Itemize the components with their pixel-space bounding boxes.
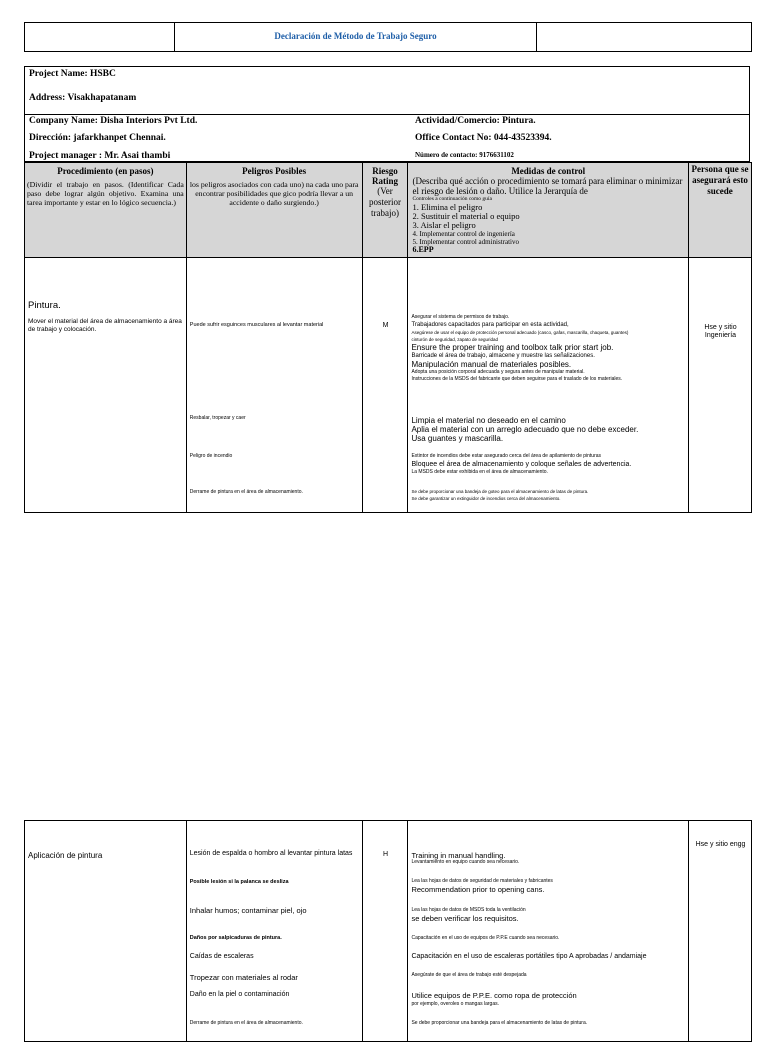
peligros-title: Peligros Posibles <box>242 166 307 176</box>
control-item: Limpia el material no deseado en el camino <box>411 416 566 425</box>
peligros-desc: los peligros asociados con cada uno) na cada uno para encontrar posibilidades que gico podría llevar a un accidente o daño surgiendo.) <box>189 180 359 207</box>
procedure-title: Pintura. <box>28 300 61 311</box>
control-item: se deben verificar los requisitos. <box>411 914 519 923</box>
hazard-item: Peligro de incendio <box>189 453 233 459</box>
control-item: Ensure the proper training and toolbox talk prior start job. <box>411 343 614 352</box>
control-item: Recommendation prior to opening cans. <box>411 885 545 894</box>
control-item: Se debe proporcionar una bandeja para el almacenamiento de latas de pintura. <box>411 1020 588 1026</box>
control-item: Levantamiento en equipo cuando sea necesario. <box>411 859 520 865</box>
risk-rating: H <box>382 851 389 858</box>
control-item: por ejemplo, overoles o mangas largas. <box>411 1001 499 1007</box>
control-item: Trabajadores capacitados para participar en esta actividad, <box>411 322 569 328</box>
header-peligros <box>186 163 362 258</box>
medidas-guide: Controles a continuación como guía <box>412 196 492 202</box>
control-item: Utilice equipos de P.P.E. como ropa de protección <box>411 991 577 1000</box>
office-contact: Office Contact No: 044-43523394. <box>415 133 552 143</box>
risk-rating: M <box>382 322 389 329</box>
document-header <box>24 22 752 52</box>
table-row <box>25 821 752 1042</box>
header-divider <box>536 23 537 51</box>
procedure-cell <box>25 258 187 513</box>
hazard-item: Resbalar, tropezar y caer <box>189 415 246 421</box>
hazard-item: Daño en la piel o contaminación <box>189 991 290 998</box>
header-procedimiento <box>25 163 187 258</box>
controls-group-c <box>411 453 686 476</box>
medidas-item: 6.EPP <box>412 245 434 254</box>
header-medidas <box>408 163 689 258</box>
persona-cell <box>689 821 752 1042</box>
hazard-item: Derrame de pintura en el área de almacenamiento. <box>189 489 303 495</box>
control-item: Usa guantes y mascarilla. <box>411 434 504 443</box>
control-item: Lea las hojas de datos de MSDS toda la ventilación <box>411 907 526 913</box>
project-manager: Project manager : Mr. Asai thambi <box>29 151 171 161</box>
control-item: Se debe garantizar un extinguidor de incendios cerca del almacenamiento. <box>411 496 561 501</box>
controls-group-b <box>411 416 686 443</box>
control-item: Capacitación en el uso de equipos de P.P.E cuando sea necesario. <box>411 935 560 941</box>
hazard-item: Inhalar humos; contaminar piel, ojo <box>189 906 307 915</box>
control-item: La MSDS debe estar exhibida en el área de almacenamiento. <box>411 469 548 475</box>
control-item: Lea las hojas de datos de seguridad de materiales y fabricantes <box>411 878 553 884</box>
hazards-cell <box>186 821 362 1042</box>
hazard-item: Derrame de pintura en el área de almacenamiento. <box>189 1020 303 1026</box>
header-riesgo <box>362 163 408 258</box>
control-item: Capacitación en el uso de escaleras portátiles tipo A aprobadas / andamiaje <box>411 953 647 960</box>
controls-group-d <box>411 488 686 502</box>
control-item: Aplia el material con un arreglo adecuado que no debe exceder. <box>411 425 639 434</box>
risk-cell <box>362 258 408 513</box>
controls-group-a <box>411 314 686 383</box>
hazard-item: Tropezar con materiales al rodar <box>189 973 298 982</box>
control-item: Training in manual handling. <box>411 851 506 860</box>
controls-cell <box>408 258 689 513</box>
control-item: Barricade el área de trabajo, almacene y muestre las señalizaciones. <box>411 353 595 359</box>
control-item: Se debe proporcionar una bandeja de goteo para el almacenamiento de latas de pintura. <box>411 489 589 494</box>
medidas-item: 3. Aislar el peligro <box>412 220 476 230</box>
header-persona <box>689 163 752 258</box>
riesgo-desc: (Ver posterior trabajo) <box>368 186 401 218</box>
medidas-desc: (Describa qué acción o procedimiento se tomará para eliminar o minimizar el riesgo de lesión o daño. Utilice la Jerarquía de <box>412 176 683 196</box>
persona-title: Persona que se asegurará esto sucede <box>691 164 749 196</box>
procedimiento-desc: (Dividir el trabajo en pasos. (Identificar Cada paso debe lograr algún objetivo. Examina una tarea importante y estar en lo lógico secuencia.) <box>27 180 184 207</box>
hazard-item: Posible lesión si la palanca se desliza <box>189 879 289 885</box>
medidas-item: 4. Implementar control de ingeniería <box>412 230 515 238</box>
actividad: Actividad/Comercio: Pintura. <box>415 116 536 126</box>
hazard-item: Puede sufrir esguinces musculares al levantar material <box>189 322 324 328</box>
controls-cell <box>408 821 689 1042</box>
medidas-item: 2. Sustituir el material o equipo <box>412 211 520 221</box>
hazard-item: Daños por salpicaduras de pintura. <box>189 935 282 941</box>
riesgo-title: Riesgo Rating <box>371 166 398 186</box>
hazard-item: Lesión de espalda o hombro al levantar pintura latas <box>189 850 353 857</box>
address: Address: Visakhapatanam <box>29 93 137 103</box>
safety-table-continued <box>24 820 752 1042</box>
persona-cell <box>689 258 752 513</box>
control-item: Instrucciones de la MSDS del fabricante que deben seguirse para el traslado de los materiales. <box>411 376 623 382</box>
persona-value: Hse y sitio engg <box>695 841 746 848</box>
medidas-item: 5. Implementar control administrativo <box>412 238 519 246</box>
direccion: Dirección: jafarkhanpet Chennai. <box>29 133 166 143</box>
control-item: Asegúrate de que el área de trabajo esté despejada <box>411 972 527 978</box>
table-header-row <box>25 163 752 258</box>
divider <box>25 114 749 115</box>
header-left-cell <box>25 23 175 51</box>
project-info <box>24 66 750 162</box>
hazards-cell <box>186 258 362 513</box>
control-item: cinturón de seguridad, zapato de seguridad <box>411 337 499 342</box>
control-item: Bloquee el área de almacenamiento y coloque señales de advertencia. <box>411 461 632 468</box>
control-item: Asegúrese de usar el equipo de protección personal adecuado (casco, gafas, mascarilla, chaqueta, guantes) <box>411 330 629 335</box>
control-item: Asegurar el sistema de permisos de trabajo. <box>411 314 510 320</box>
risk-cell <box>362 821 408 1042</box>
procedure-cell <box>25 821 187 1042</box>
procedimiento-title: Procedimiento (en pasos) <box>57 166 154 176</box>
numero-contacto: Número de contacto: 9176631102 <box>415 151 514 159</box>
safety-table <box>24 162 752 513</box>
procedure-desc: Mover el material del área de almacenamiento a área de trabajo y colocación. <box>28 318 182 333</box>
project-name: Project Name: HSBC <box>29 69 116 79</box>
table-row <box>25 258 752 513</box>
control-item: Manipulación manual de materiales posibles. <box>411 360 572 369</box>
control-item: Adopta una posición corporal adecuada y segura antes de manipular material. <box>411 369 585 375</box>
medidas-item: 1. Elimina el peligro <box>412 202 483 212</box>
persona-value: Hse y sitio Ingeniería <box>704 324 737 339</box>
procedure-title: Aplicación de pintura <box>28 851 103 860</box>
medidas-title: Medidas de control <box>511 166 586 176</box>
company-name: Company Name: Disha Interiors Pvt Ltd. <box>29 116 198 126</box>
hazard-item: Caídas de escaleras <box>189 953 254 960</box>
document-title: Declaración de Método de Trabajo Seguro <box>274 31 437 41</box>
control-item: Extintor de incendios debe estar asegurado cerca del área de apilamiento de pinturas <box>411 453 602 459</box>
